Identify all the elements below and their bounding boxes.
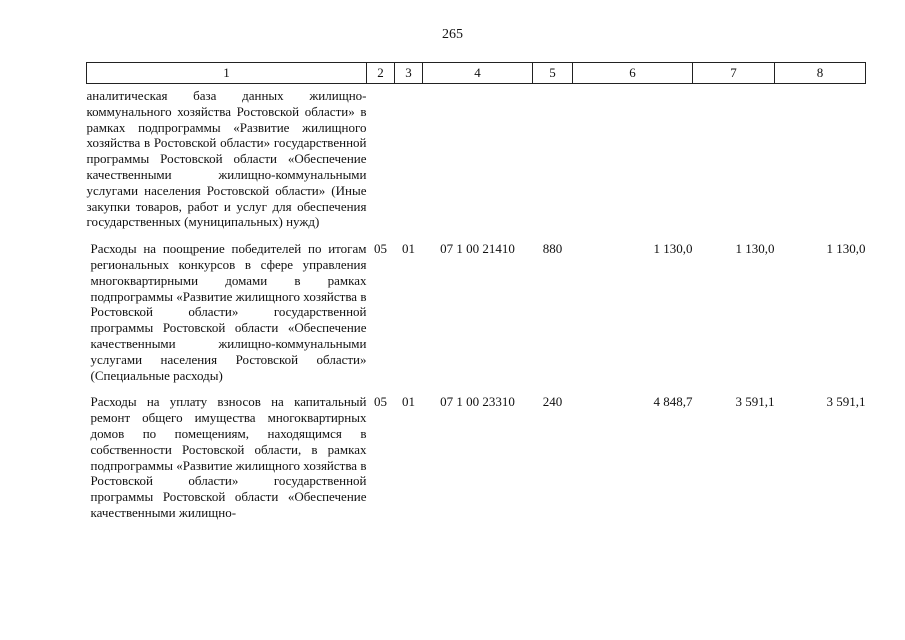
row-amount-col6: 1 130,0 xyxy=(653,241,693,257)
table-row xyxy=(87,230,866,383)
row-amount-col6: 4 848,7 xyxy=(653,394,693,410)
table-row xyxy=(87,84,866,231)
row-amount-col7: 1 130,0 xyxy=(735,241,775,257)
row-amount-col8: 3 591,1 xyxy=(826,394,866,410)
column-header: 1 xyxy=(87,63,367,84)
row-expense-type: 240 xyxy=(542,394,563,410)
row-target-code xyxy=(423,84,533,231)
row-amount-col8 xyxy=(775,84,866,231)
column-header: 6 xyxy=(573,63,693,84)
row-amount-col7 xyxy=(693,84,775,231)
row-subsection xyxy=(395,84,423,231)
row-amount-col7: 3 591,1 xyxy=(735,394,775,410)
row-description: аналитическая база данных жилищно-коммунального хозяйства Ростовской области» в рамках подпрограммы «Развитие жилищного хозяйства в Ростовской области» государственной программы Ростовской области «Обеспечение качественными жилищно-коммунальными услугами населения Ростовской области» (Иные закупки товаров, работ и услуг для обеспечения государственных (муниципальных) нужд) xyxy=(86,88,367,230)
row-expense-type: 880 xyxy=(542,241,563,257)
page-number: 265 xyxy=(442,27,463,42)
row-description: Расходы на поощрение победителей по итогам региональных конкурсов в сфере управления многоквартирными домами в рамках подпрограммы «Развитие жилищного хозяйства в Ростовской области» государственной программы Ростовской области «Обеспечение качественными жилищно-коммунальными услугами населения Ростовской области» (Специальные расходы) xyxy=(90,241,367,383)
row-amount-col6 xyxy=(573,84,693,231)
column-header: 8 xyxy=(775,63,866,84)
row-subsection: 01 xyxy=(402,394,415,410)
row-description: Расходы на уплату взносов на капитальный ремонт общего имущества многоквартирных домов по помещениям, находящимся в собственности Ростовской области, в рамках подпрограммы «Развитие жилищного хозяйства в Ростовской области» государственной программы Ростовской области «Обеспечение качественными жилищно- xyxy=(90,394,367,520)
table-header-row xyxy=(87,63,866,84)
row-expense-type xyxy=(533,84,573,231)
row-target-code: 07 1 00 21410 xyxy=(440,241,515,257)
column-header: 5 xyxy=(533,63,573,84)
row-subsection: 01 xyxy=(402,241,415,257)
table-row xyxy=(87,383,866,520)
column-header: 2 xyxy=(367,63,395,84)
row-section: 05 xyxy=(374,394,387,410)
row-target-code: 07 1 00 23310 xyxy=(440,394,515,410)
row-section: 05 xyxy=(374,241,387,257)
row-section xyxy=(367,84,395,231)
row-amount-col8: 1 130,0 xyxy=(826,241,866,257)
column-header: 7 xyxy=(693,63,775,84)
column-header: 4 xyxy=(423,63,533,84)
budget-table xyxy=(86,62,866,521)
column-header: 3 xyxy=(395,63,423,84)
